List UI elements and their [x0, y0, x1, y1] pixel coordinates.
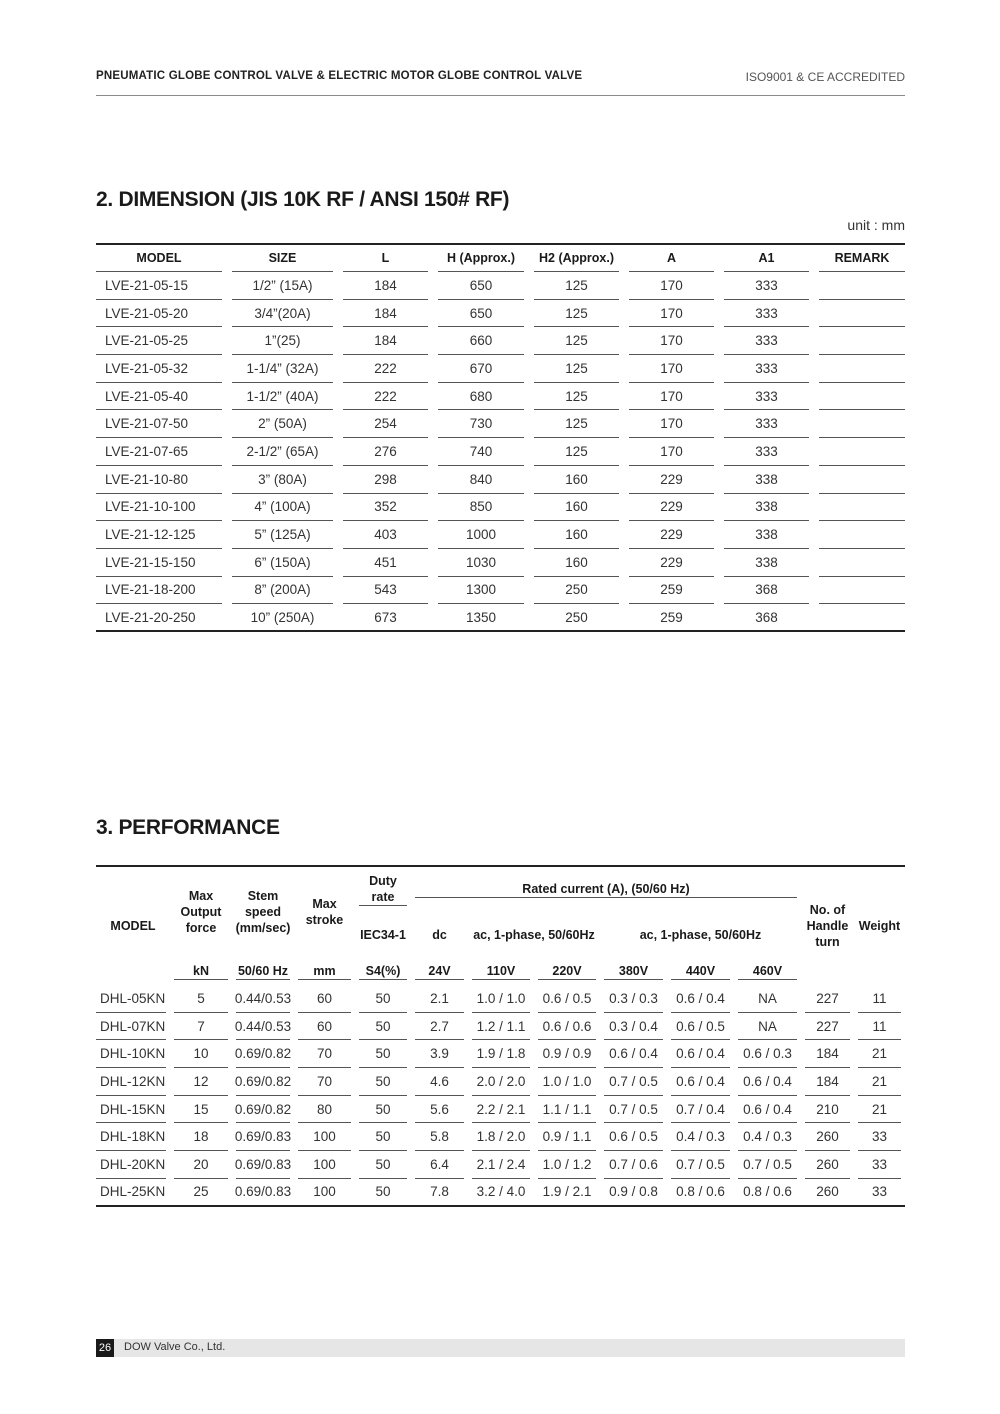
performance-cell: 10 — [170, 1040, 232, 1068]
performance-cell: 0.69/0.83 — [232, 1179, 294, 1207]
dimension-cell: 1030 — [433, 549, 529, 577]
performance-row — [96, 1040, 905, 1068]
performance-cell: 0.6 / 0.5 — [667, 1013, 734, 1041]
dimension-cell: 338 — [719, 549, 814, 577]
performance-cell: 100 — [294, 1123, 355, 1151]
dimension-cell: 451 — [338, 549, 433, 577]
dimension-cell — [814, 327, 905, 355]
performance-row — [96, 1123, 905, 1151]
performance-cell: 0.69/0.82 — [232, 1040, 294, 1068]
dimension-cell — [814, 355, 905, 383]
dimension-cell — [814, 549, 905, 577]
dimension-cell: 338 — [719, 466, 814, 494]
dimension-cell: 670 — [433, 355, 529, 383]
performance-cell: 227 — [801, 985, 854, 1013]
dimension-cell: 229 — [624, 466, 719, 494]
performance-cell: 0.6 / 0.4 — [667, 1068, 734, 1096]
dimension-cell: LVE-21-20-250 — [96, 604, 227, 632]
performance-row — [96, 1096, 905, 1124]
dimension-cell: 2” (50A) — [227, 410, 338, 438]
header-max-output-force: Max Output force — [180, 889, 222, 935]
dimension-cell: LVE-21-05-15 — [96, 272, 227, 300]
performance-cell: 184 — [801, 1068, 854, 1096]
header-dc: dc — [432, 927, 447, 942]
dimension-cell — [814, 383, 905, 411]
dimension-cell: 170 — [624, 410, 719, 438]
unit-mm: mm — [294, 957, 355, 985]
header-model: MODEL — [110, 919, 156, 933]
performance-cell: 7.8 — [411, 1179, 468, 1207]
performance-cell: 20 — [170, 1151, 232, 1179]
performance-cell: 184 — [801, 1040, 854, 1068]
unit-kn: kN — [170, 957, 232, 985]
dimension-cell: 2-1/2” (65A) — [227, 438, 338, 466]
performance-cell: 21 — [854, 1096, 905, 1124]
performance-cell: 2.1 / 2.4 — [468, 1151, 534, 1179]
performance-cell: 15 — [170, 1096, 232, 1124]
performance-cell: DHL-07KN — [96, 1013, 170, 1041]
dimension-cell: 222 — [338, 383, 433, 411]
dimension-cell: 1/2” (15A) — [227, 272, 338, 300]
performance-cell: DHL-10KN — [96, 1040, 170, 1068]
dimension-cell: 125 — [529, 383, 624, 411]
dimension-cell: 650 — [433, 272, 529, 300]
dimension-table — [96, 243, 905, 632]
performance-cell: 70 — [294, 1068, 355, 1096]
performance-cell: 0.6 / 0.5 — [534, 985, 600, 1013]
dimension-cell — [814, 410, 905, 438]
header-rated-current: Rated current (A), (50/60 Hz) — [411, 867, 801, 912]
performance-cell: 21 — [854, 1040, 905, 1068]
performance-cell: 50 — [355, 1096, 411, 1124]
dimension-col-header: SIZE — [227, 245, 338, 272]
performance-cell: 1.1 / 1.1 — [534, 1096, 600, 1124]
performance-cell: 2.1 — [411, 985, 468, 1013]
header-ac-1phase-b: ac, 1-phase, 50/60Hz — [639, 927, 762, 942]
header-accreditation: ISO9001 & CE ACCREDITED — [745, 70, 905, 84]
performance-cell: 0.9 / 0.8 — [600, 1179, 667, 1207]
dimension-cell: 730 — [433, 410, 529, 438]
performance-cell: 0.6 / 0.4 — [600, 1040, 667, 1068]
performance-cell: 100 — [294, 1151, 355, 1179]
dimension-col-header: MODEL — [96, 245, 227, 272]
dimension-cell: 333 — [719, 410, 814, 438]
performance-cell: 5.6 — [411, 1096, 468, 1124]
dimension-row — [96, 327, 905, 355]
dimension-cell: 229 — [624, 549, 719, 577]
dimension-cell: 368 — [719, 604, 814, 632]
dimension-cell: LVE-21-18-200 — [96, 577, 227, 605]
performance-cell: 18 — [170, 1123, 232, 1151]
dimension-cell: 1300 — [433, 577, 529, 605]
dimension-cell: LVE-21-07-50 — [96, 410, 227, 438]
header-max-stroke: Max stroke — [305, 897, 344, 927]
performance-cell: 0.7 / 0.6 — [600, 1151, 667, 1179]
performance-table — [96, 865, 905, 1207]
performance-cell: 50 — [355, 1013, 411, 1041]
dimension-cell: 740 — [433, 438, 529, 466]
header-duty-rate: Duty rate — [355, 867, 411, 912]
dimension-col-header: H2 (Approx.) — [529, 245, 624, 272]
dimension-row — [96, 300, 905, 328]
performance-row — [96, 1151, 905, 1179]
performance-cell: DHL-15KN — [96, 1096, 170, 1124]
dimension-row — [96, 549, 905, 577]
dimension-cell: 250 — [529, 604, 624, 632]
dimension-row — [96, 604, 905, 632]
unit-220v: 220V — [534, 957, 600, 985]
performance-cell: 12 — [170, 1068, 232, 1096]
dimension-cell: 125 — [529, 438, 624, 466]
dimension-cell: 850 — [433, 494, 529, 522]
dimension-cell: 184 — [338, 272, 433, 300]
dimension-cell: 170 — [624, 272, 719, 300]
dimension-cell: LVE-21-05-40 — [96, 383, 227, 411]
dimension-cell: 368 — [719, 577, 814, 605]
performance-cell: 60 — [294, 985, 355, 1013]
dimension-cell — [814, 521, 905, 549]
dimension-cell: 125 — [529, 272, 624, 300]
performance-cell: 0.6 / 0.3 — [734, 1040, 801, 1068]
dimension-cell: 333 — [719, 438, 814, 466]
performance-cell: 11 — [854, 1013, 905, 1041]
dimension-cell — [814, 604, 905, 632]
dimension-row — [96, 577, 905, 605]
performance-cell: NA — [734, 1013, 801, 1041]
dimension-cell: 5” (125A) — [227, 521, 338, 549]
unit-hz: 50/60 Hz — [237, 963, 289, 978]
performance-cell: 33 — [854, 1179, 905, 1207]
performance-cell: 0.3 / 0.4 — [600, 1013, 667, 1041]
page-header — [96, 68, 905, 96]
performance-cell: 3.2 / 4.0 — [468, 1179, 534, 1207]
header-iec: IEC34-1 — [360, 927, 406, 942]
dimension-row — [96, 410, 905, 438]
performance-cell: 1.9 / 1.8 — [468, 1040, 534, 1068]
performance-cell: 2.7 — [411, 1013, 468, 1041]
performance-cell: 0.69/0.82 — [232, 1096, 294, 1124]
dimension-cell: 160 — [529, 466, 624, 494]
dimension-cell: 170 — [624, 383, 719, 411]
performance-cell: 260 — [801, 1123, 854, 1151]
dimension-cell: 1”(25) — [227, 327, 338, 355]
performance-cell: 50 — [355, 1179, 411, 1207]
dimension-cell: 338 — [719, 494, 814, 522]
dimension-cell: 650 — [433, 300, 529, 328]
performance-cell: 0.8 / 0.6 — [734, 1179, 801, 1207]
dimension-cell: 680 — [433, 383, 529, 411]
dimension-cell — [814, 494, 905, 522]
dimension-cell: 125 — [529, 327, 624, 355]
dimension-cell: 1000 — [433, 521, 529, 549]
performance-cell: 50 — [355, 1068, 411, 1096]
dimension-cell: 10” (250A) — [227, 604, 338, 632]
dimension-cell: 160 — [529, 549, 624, 577]
dimension-cell: 660 — [433, 327, 529, 355]
dimension-cell: 4” (100A) — [227, 494, 338, 522]
dimension-cell: 184 — [338, 300, 433, 328]
performance-cell: 33 — [854, 1151, 905, 1179]
dimension-cell: 403 — [338, 521, 433, 549]
performance-cell: 227 — [801, 1013, 854, 1041]
dimension-cell — [814, 438, 905, 466]
dimension-cell: 259 — [624, 604, 719, 632]
dimension-cell: 333 — [719, 383, 814, 411]
dimension-cell: 333 — [719, 300, 814, 328]
performance-cell: 50 — [355, 1123, 411, 1151]
performance-cell: 1.0 / 1.0 — [534, 1068, 600, 1096]
dimension-cell: 333 — [719, 272, 814, 300]
dimension-cell: LVE-21-05-25 — [96, 327, 227, 355]
dimension-col-header: A1 — [719, 245, 814, 272]
performance-cell: 210 — [801, 1096, 854, 1124]
performance-cell: 60 — [294, 1013, 355, 1041]
performance-cell: 0.6 / 0.4 — [667, 985, 734, 1013]
performance-cell: 0.7 / 0.4 — [667, 1096, 734, 1124]
dimension-row — [96, 521, 905, 549]
dimension-row — [96, 272, 905, 300]
dimension-cell: 673 — [338, 604, 433, 632]
performance-cell: 3.9 — [411, 1040, 468, 1068]
dimension-cell: 338 — [719, 521, 814, 549]
performance-cell: 0.9 / 1.1 — [534, 1123, 600, 1151]
dimension-section-title: 2. DIMENSION (JIS 10K RF / ANSI 150# RF) — [96, 188, 510, 211]
dimension-header-row — [96, 245, 905, 272]
dimension-cell: 3” (80A) — [227, 466, 338, 494]
performance-cell: 0.4 / 0.3 — [734, 1123, 801, 1151]
header-title: PNEUMATIC GLOBE CONTROL VALVE & ELECTRIC MOTOR GLOBE CONTROL VALVE — [96, 70, 583, 82]
performance-cell: 0.8 / 0.6 — [667, 1179, 734, 1207]
dimension-row — [96, 438, 905, 466]
dimension-cell: LVE-21-07-65 — [96, 438, 227, 466]
dimension-row — [96, 466, 905, 494]
page-number: 26 — [96, 1339, 114, 1357]
dimension-cell: 125 — [529, 410, 624, 438]
dimension-cell: 184 — [338, 327, 433, 355]
dimension-cell: 8” (200A) — [227, 577, 338, 605]
performance-cell: 21 — [854, 1068, 905, 1096]
dimension-col-header: L — [338, 245, 433, 272]
dimension-cell: LVE-21-12-125 — [96, 521, 227, 549]
dimension-cell: 1-1/4” (32A) — [227, 355, 338, 383]
performance-cell: 50 — [355, 985, 411, 1013]
dimension-col-header: REMARK — [814, 245, 905, 272]
performance-cell: DHL-05KN — [96, 985, 170, 1013]
dimension-cell — [814, 300, 905, 328]
dimension-cell: LVE-21-05-20 — [96, 300, 227, 328]
dimension-cell: LVE-21-15-150 — [96, 549, 227, 577]
company-name: DOW Valve Co., Ltd. — [124, 1341, 226, 1353]
dimension-cell: 125 — [529, 355, 624, 383]
dimension-cell: 125 — [529, 300, 624, 328]
performance-cell: 0.44/0.53 — [232, 985, 294, 1013]
dimension-unit: unit : mm — [847, 217, 905, 233]
unit-110v: 110V — [468, 957, 534, 985]
dimension-cell: 229 — [624, 494, 719, 522]
dimension-cell: 170 — [624, 300, 719, 328]
performance-cell: DHL-20KN — [96, 1151, 170, 1179]
performance-cell: 5.8 — [411, 1123, 468, 1151]
dimension-cell: 276 — [338, 438, 433, 466]
dimension-cell: LVE-21-10-100 — [96, 494, 227, 522]
performance-cell: DHL-12KN — [96, 1068, 170, 1096]
performance-cell: 0.69/0.83 — [232, 1123, 294, 1151]
performance-cell: 0.6 / 0.4 — [734, 1096, 801, 1124]
performance-cell: 2.0 / 2.0 — [468, 1068, 534, 1096]
unit-24v: 24V — [411, 957, 468, 985]
performance-cell: 6.4 — [411, 1151, 468, 1179]
dimension-cell: LVE-21-05-32 — [96, 355, 227, 383]
performance-cell: 0.4 / 0.3 — [667, 1123, 734, 1151]
dimension-cell: 333 — [719, 355, 814, 383]
header-stem-speed: Stem speed (mm/sec) — [235, 889, 291, 935]
performance-cell: NA — [734, 985, 801, 1013]
dimension-cell: 3/4”(20A) — [227, 300, 338, 328]
dimension-cell: 170 — [624, 327, 719, 355]
performance-cell: 1.0 / 1.2 — [534, 1151, 600, 1179]
performance-cell: 0.69/0.83 — [232, 1151, 294, 1179]
dimension-cell: 250 — [529, 577, 624, 605]
performance-cell: 0.7 / 0.5 — [734, 1151, 801, 1179]
header-ac-1phase-a: ac, 1-phase, 50/60Hz — [473, 927, 595, 942]
performance-cell: DHL-25KN — [96, 1179, 170, 1207]
unit-440v: 440V — [667, 957, 734, 985]
page-footer — [96, 1339, 905, 1357]
dimension-col-header: A — [624, 245, 719, 272]
dimension-cell: 840 — [433, 466, 529, 494]
dimension-cell: LVE-21-10-80 — [96, 466, 227, 494]
performance-cell: 0.3 / 0.3 — [600, 985, 667, 1013]
dimension-cell: 170 — [624, 438, 719, 466]
performance-cell: 100 — [294, 1179, 355, 1207]
performance-cell: 260 — [801, 1179, 854, 1207]
dimension-cell: 1350 — [433, 604, 529, 632]
dimension-cell: 352 — [338, 494, 433, 522]
dimension-cell: 543 — [338, 577, 433, 605]
performance-cell: 4.6 — [411, 1068, 468, 1096]
performance-cell: 0.6 / 0.5 — [600, 1123, 667, 1151]
performance-row — [96, 1013, 905, 1041]
performance-cell: 1.9 / 2.1 — [534, 1179, 600, 1207]
header-handle-turn: No. of Handle turn — [806, 903, 849, 949]
performance-cell: 50 — [355, 1040, 411, 1068]
performance-row — [96, 1068, 905, 1096]
dimension-cell: 6” (150A) — [227, 549, 338, 577]
header-weight: Weight — [858, 919, 901, 933]
performance-cell: 70 — [294, 1040, 355, 1068]
dimension-cell — [814, 272, 905, 300]
performance-row — [96, 985, 905, 1013]
unit-s4: S4(%) — [355, 957, 411, 985]
dimension-cell: 222 — [338, 355, 433, 383]
performance-cell: 0.7 / 0.5 — [600, 1068, 667, 1096]
dimension-cell — [814, 466, 905, 494]
dimension-col-header: H (Approx.) — [433, 245, 529, 272]
performance-row — [96, 1179, 905, 1207]
dimension-row — [96, 494, 905, 522]
performance-cell: 1.0 / 1.0 — [468, 985, 534, 1013]
performance-cell: 80 — [294, 1096, 355, 1124]
dimension-cell: 229 — [624, 521, 719, 549]
performance-cell: 260 — [801, 1151, 854, 1179]
performance-cell: 50 — [355, 1151, 411, 1179]
dimension-cell: 160 — [529, 521, 624, 549]
performance-cell: 11 — [854, 985, 905, 1013]
dimension-cell: 1-1/2” (40A) — [227, 383, 338, 411]
dimension-row — [96, 383, 905, 411]
performance-cell: 5 — [170, 985, 232, 1013]
performance-cell: 0.69/0.82 — [232, 1068, 294, 1096]
dimension-cell: 170 — [624, 355, 719, 383]
performance-cell: 0.7 / 0.5 — [667, 1151, 734, 1179]
dimension-cell: 298 — [338, 466, 433, 494]
performance-cell: 1.2 / 1.1 — [468, 1013, 534, 1041]
performance-cell: 25 — [170, 1179, 232, 1207]
performance-section-title: 3. PERFORMANCE — [96, 816, 280, 839]
performance-cell: 33 — [854, 1123, 905, 1151]
performance-cell: DHL-18KN — [96, 1123, 170, 1151]
performance-cell: 1.8 / 2.0 — [468, 1123, 534, 1151]
unit-380v: 380V — [600, 957, 667, 985]
dimension-cell: 254 — [338, 410, 433, 438]
performance-cell: 0.6 / 0.6 — [534, 1013, 600, 1041]
dimension-cell: 259 — [624, 577, 719, 605]
dimension-cell — [814, 577, 905, 605]
dimension-cell: 333 — [719, 327, 814, 355]
performance-cell: 0.6 / 0.4 — [667, 1040, 734, 1068]
unit-460v: 460V — [734, 957, 801, 985]
performance-cell: 0.7 / 0.5 — [600, 1096, 667, 1124]
dimension-cell: 160 — [529, 494, 624, 522]
dimension-row — [96, 355, 905, 383]
performance-cell: 0.9 / 0.9 — [534, 1040, 600, 1068]
performance-cell: 7 — [170, 1013, 232, 1041]
performance-cell: 0.44/0.53 — [232, 1013, 294, 1041]
performance-cell: 2.2 / 2.1 — [468, 1096, 534, 1124]
performance-cell: 0.6 / 0.4 — [734, 1068, 801, 1096]
